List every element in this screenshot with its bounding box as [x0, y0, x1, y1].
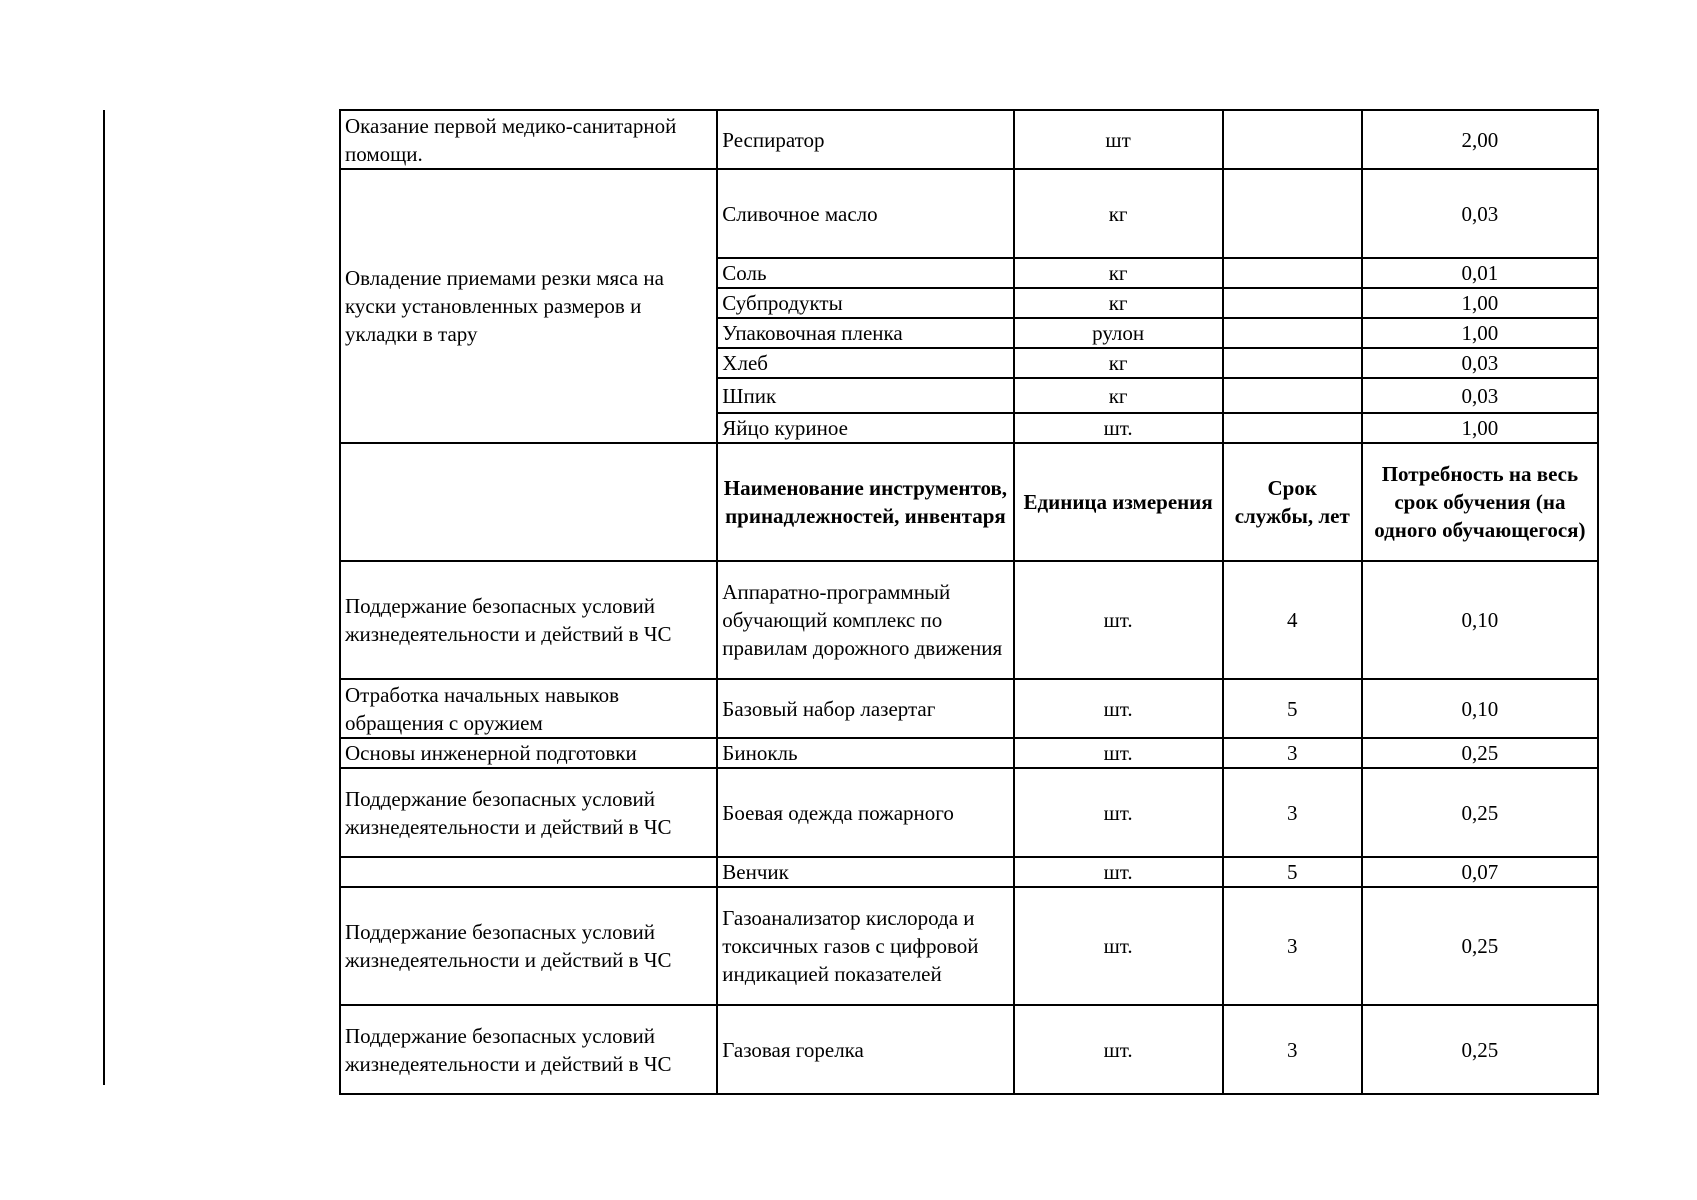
header-name: Наименование инструментов, принадлежностей, инвентаря: [717, 443, 1013, 561]
unit-cell: шт.: [1014, 1005, 1223, 1094]
left-margin-line: [103, 110, 105, 1085]
item-cell: Боевая одежда пожарного: [717, 768, 1013, 857]
unit-cell: шт.: [1014, 413, 1223, 443]
item-cell: Бинокль: [717, 738, 1013, 768]
need-cell: 0,01: [1362, 258, 1598, 288]
unit-cell: шт: [1014, 110, 1223, 169]
unit-cell: рулон: [1014, 318, 1223, 348]
unit-cell: кг: [1014, 288, 1223, 318]
need-cell: 0,03: [1362, 348, 1598, 378]
item-cell: Базовый набор лазертаг: [717, 679, 1013, 738]
need-cell: 0,10: [1362, 561, 1598, 679]
header-unit: Единица измерения: [1014, 443, 1223, 561]
unit-cell: кг: [1014, 348, 1223, 378]
term-cell: 3: [1223, 738, 1362, 768]
term-cell: [1223, 413, 1362, 443]
topic-cell: Отработка начальных навыков обращения с оружием: [340, 679, 717, 738]
unit-cell: шт.: [1014, 768, 1223, 857]
item-cell: Венчик: [717, 857, 1013, 887]
need-cell: 0,25: [1362, 768, 1598, 857]
topic-cell: Основы инженерной подготовки: [340, 738, 717, 768]
need-cell: 0,25: [1362, 1005, 1598, 1094]
topic-cell: Овладение приемами резки мяса на куски установленных размеров и укладки в тару: [340, 169, 717, 443]
table-row: [340, 857, 1598, 887]
need-cell: 1,00: [1362, 318, 1598, 348]
item-cell: Хлеб: [717, 348, 1013, 378]
table-row: [340, 768, 1598, 857]
item-cell: Субпродукты: [717, 288, 1013, 318]
term-cell: [1223, 378, 1362, 413]
need-cell: 2,00: [1362, 110, 1598, 169]
unit-cell: кг: [1014, 258, 1223, 288]
item-cell: Респиратор: [717, 110, 1013, 169]
table-row: [340, 738, 1598, 768]
term-cell: [1223, 348, 1362, 378]
topic-cell: [340, 857, 717, 887]
term-cell: [1223, 110, 1362, 169]
item-cell: Аппаратно-программный обучающий комплекс по правилам дорожного движения: [717, 561, 1013, 679]
unit-cell: шт.: [1014, 887, 1223, 1005]
term-cell: 3: [1223, 768, 1362, 857]
term-cell: [1223, 169, 1362, 258]
unit-cell: шт.: [1014, 738, 1223, 768]
topic-cell: Поддержание безопасных условий жизнедеятельности и действий в ЧС: [340, 887, 717, 1005]
need-cell: 0,03: [1362, 378, 1598, 413]
term-cell: 4: [1223, 561, 1362, 679]
table-row: [340, 169, 1598, 258]
topic-cell: Поддержание безопасных условий жизнедеятельности и действий в ЧС: [340, 1005, 717, 1094]
item-cell: Соль: [717, 258, 1013, 288]
term-cell: [1223, 318, 1362, 348]
need-cell: 0,10: [1362, 679, 1598, 738]
need-cell: 1,00: [1362, 288, 1598, 318]
empty-header-cell: [340, 443, 717, 561]
term-cell: [1223, 288, 1362, 318]
unit-cell: шт.: [1014, 561, 1223, 679]
header-term: Срок службы, лет: [1223, 443, 1362, 561]
item-cell: Газоанализатор кислорода и токсичных газов с цифровой индикацией показателей: [717, 887, 1013, 1005]
unit-cell: шт.: [1014, 679, 1223, 738]
item-cell: Газовая горелка: [717, 1005, 1013, 1094]
table-row: [340, 887, 1598, 1005]
header-need: Потребность на весь срок обучения (на одного обучающегося): [1362, 443, 1598, 561]
term-cell: 5: [1223, 679, 1362, 738]
table-row: [340, 561, 1598, 679]
topic-cell: Поддержание безопасных условий жизнедеятельности и действий в ЧС: [340, 768, 717, 857]
need-cell: 0,25: [1362, 887, 1598, 1005]
equipment-table: [339, 109, 1599, 1095]
table-row: [340, 679, 1598, 738]
term-cell: 3: [1223, 1005, 1362, 1094]
topic-cell: Поддержание безопасных условий жизнедеятельности и действий в ЧС: [340, 561, 717, 679]
item-cell: Яйцо куриное: [717, 413, 1013, 443]
topic-cell: Оказание первой медико-санитарной помощи.: [340, 110, 717, 169]
need-cell: 1,00: [1362, 413, 1598, 443]
item-cell: Шпик: [717, 378, 1013, 413]
item-cell: Сливочное масло: [717, 169, 1013, 258]
unit-cell: кг: [1014, 169, 1223, 258]
item-cell: Упаковочная пленка: [717, 318, 1013, 348]
unit-cell: шт.: [1014, 857, 1223, 887]
table-header-row: [340, 443, 1598, 561]
need-cell: 0,03: [1362, 169, 1598, 258]
term-cell: [1223, 258, 1362, 288]
term-cell: 5: [1223, 857, 1362, 887]
table-row: [340, 110, 1598, 169]
term-cell: 3: [1223, 887, 1362, 1005]
unit-cell: кг: [1014, 378, 1223, 413]
table-row: [340, 1005, 1598, 1094]
need-cell: 0,25: [1362, 738, 1598, 768]
need-cell: 0,07: [1362, 857, 1598, 887]
